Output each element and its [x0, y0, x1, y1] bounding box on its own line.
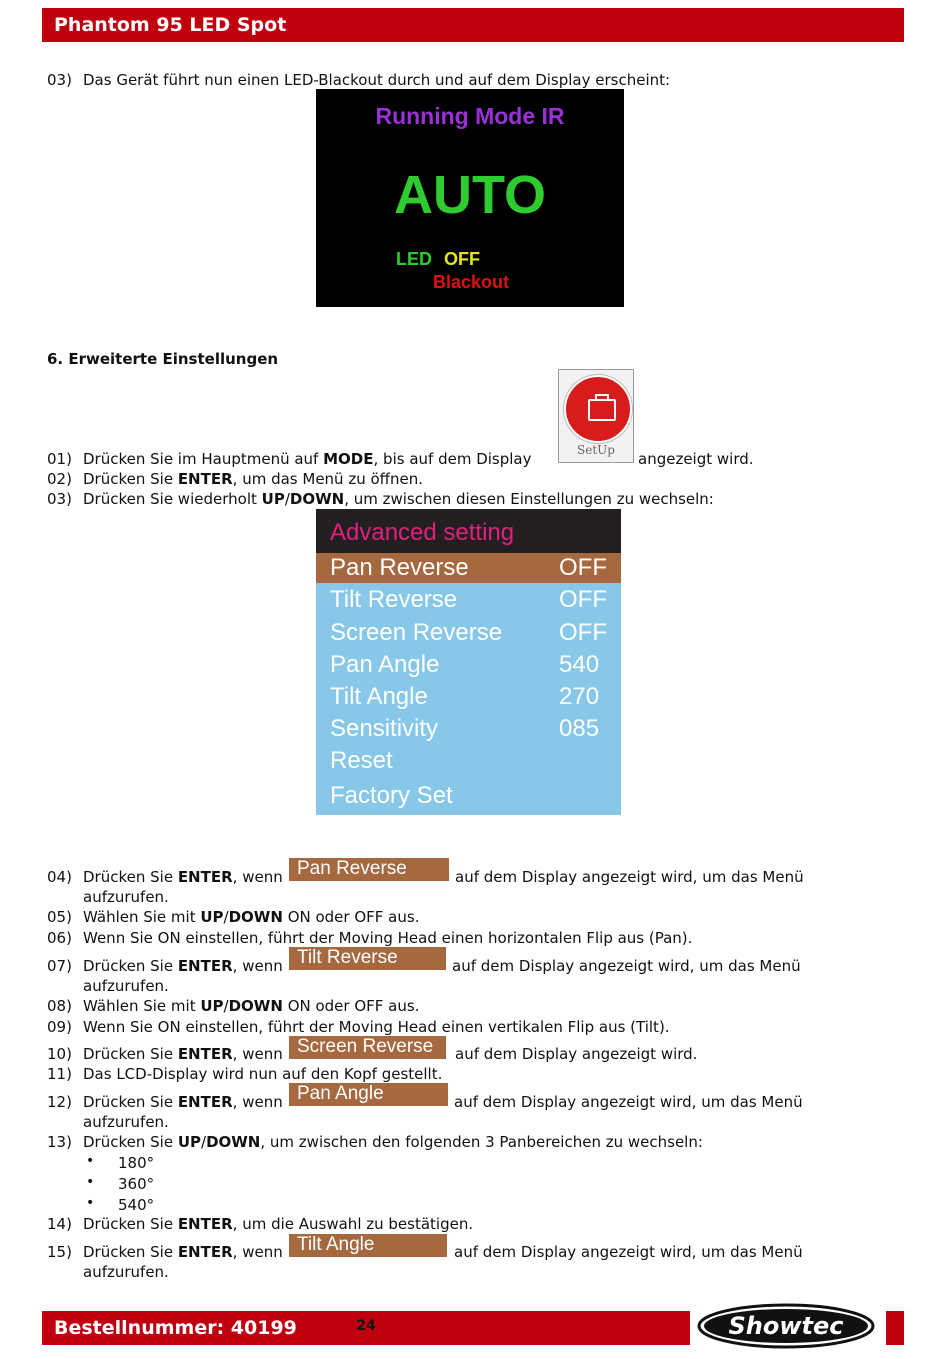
step-number: 02) [47, 470, 72, 488]
step-number: 07) [47, 957, 72, 975]
bullet-item: 540° [118, 1196, 155, 1214]
display-mode: AUTO [393, 165, 546, 225]
toolbox-icon [564, 375, 632, 443]
chip-tilt-reverse: Tilt Reverse [289, 947, 446, 970]
step-text: Drücken Sie ENTER, wenn [83, 868, 283, 886]
page-footer [42, 1311, 690, 1345]
step-number: 05) [47, 908, 72, 926]
step-text: Wenn Sie ON einstellen, führt der Moving Head einen horizontalen Flip aus (Pan). [83, 929, 693, 947]
menu-row-sensitivity: Sensitivity 085 [330, 715, 600, 742]
step-text: Wählen Sie mit UP/DOWN ON oder OFF aus. [83, 908, 420, 926]
display-led: LED [396, 249, 432, 269]
chip-pan-reverse: Pan Reverse [289, 858, 449, 881]
page-number: 24 [356, 1318, 376, 1334]
bullet-icon: • [86, 1195, 95, 1211]
menu-row-tilt-angle: Tilt Angle 270 [330, 683, 600, 710]
display-running-mode [316, 89, 624, 307]
step-number: 11) [47, 1065, 72, 1083]
step-number: 03) [47, 490, 72, 508]
step-text-cont: aufzurufen. [83, 1113, 169, 1131]
logo-text: Showtec [728, 1312, 844, 1340]
display-blackout: Blackout [433, 272, 510, 292]
step-number: 03) [47, 71, 72, 89]
menu-title: Advanced setting [316, 509, 621, 553]
step-text-cont: aufzurufen. [83, 888, 169, 906]
bullet-item: 360° [118, 1175, 155, 1193]
menu-row-pan-reverse: Pan Reverse OFF [316, 553, 621, 583]
showtec-logo [697, 1303, 875, 1349]
advanced-setting-menu [316, 509, 621, 815]
menu-row-factory-set: Factory Set [330, 782, 453, 809]
step-text: Drücken Sie ENTER, wenn [83, 1045, 283, 1063]
section-title: 6. Erweiterte Einstellungen [47, 350, 279, 368]
step-text: Das LCD-Display wird nun auf den Kopf gestellt. [83, 1065, 443, 1083]
display-title: Running Mode IR [375, 103, 565, 129]
setup-icon [558, 369, 634, 463]
document-title: Phantom 95 LED Spot [54, 14, 287, 36]
display-off: OFF [444, 249, 480, 269]
step-text: Drücken Sie UP/DOWN, um zwischen den folgenden 3 Panbereichen zu wechseln: [83, 1133, 703, 1151]
step-number: 04) [47, 868, 72, 886]
chip-pan-angle: Pan Angle [289, 1083, 448, 1106]
step-text: Wählen Sie mit UP/DOWN ON oder OFF aus. [83, 997, 420, 1015]
step-number: 14) [47, 1215, 72, 1233]
step-text-cont: aufzurufen. [83, 977, 169, 995]
step-number: 12) [47, 1093, 72, 1111]
chip-tilt-angle: Tilt Angle [289, 1234, 447, 1257]
step-text: Drücken Sie im Hauptmenü auf MODE, bis auf dem Display [83, 450, 532, 468]
footer-accent [886, 1311, 904, 1345]
step-number: 01) [47, 450, 72, 468]
order-number: Bestellnummer: 40199 [54, 1317, 297, 1339]
step-text: Drücken Sie wiederholt UP/DOWN, um zwischen diesen Einstellungen zu wechseln: [83, 490, 714, 508]
step-text: Drücken Sie ENTER, wenn [83, 1243, 283, 1261]
step-number: 15) [47, 1243, 72, 1261]
bullet-icon: • [86, 1153, 95, 1169]
step-text-cont: aufzurufen. [83, 1263, 169, 1281]
step-text: Drücken Sie ENTER, um die Auswahl zu bestätigen. [83, 1215, 474, 1233]
step-number: 08) [47, 997, 72, 1015]
chip-screen-reverse: Screen Reverse [289, 1036, 446, 1059]
step-text: Drücken Sie ENTER, um das Menü zu öffnen. [83, 470, 423, 488]
step-number: 06) [47, 929, 72, 947]
step-text-after: auf dem Display angezeigt wird. [455, 1045, 698, 1063]
menu-row-reset: Reset [330, 747, 393, 774]
menu-row-pan-angle: Pan Angle 540 [330, 651, 600, 678]
step-number: 10) [47, 1045, 72, 1063]
step-number: 13) [47, 1133, 72, 1151]
step-text: Wenn Sie ON einstellen, führt der Moving Head einen vertikalen Flip aus (Tilt). [83, 1018, 670, 1036]
menu-row-screen-reverse: Screen Reverse OFF [330, 619, 607, 646]
step-number: 09) [47, 1018, 72, 1036]
step-text-after: auf dem Display angezeigt wird, um das Menü [455, 868, 804, 886]
step-text-after: auf dem Display angezeigt wird, um das Menü [454, 1093, 803, 1111]
step-text: Das Gerät führt nun einen LED-Blackout durch und auf dem Display erscheint: [83, 71, 671, 89]
step-text-after: auf dem Display angezeigt wird, um das Menü [454, 1243, 803, 1261]
step-text: Drücken Sie ENTER, wenn [83, 957, 283, 975]
step-text: Drücken Sie ENTER, wenn [83, 1093, 283, 1111]
bullet-icon: • [86, 1174, 95, 1190]
setup-label: SetUp [577, 443, 615, 457]
bullet-item: 180° [118, 1154, 155, 1172]
page-header [42, 8, 904, 42]
step-text-after: auf dem Display angezeigt wird, um das Menü [452, 957, 801, 975]
step-text-after: angezeigt wird. [638, 450, 754, 468]
menu-row-tilt-reverse: Tilt Reverse OFF [330, 586, 607, 613]
